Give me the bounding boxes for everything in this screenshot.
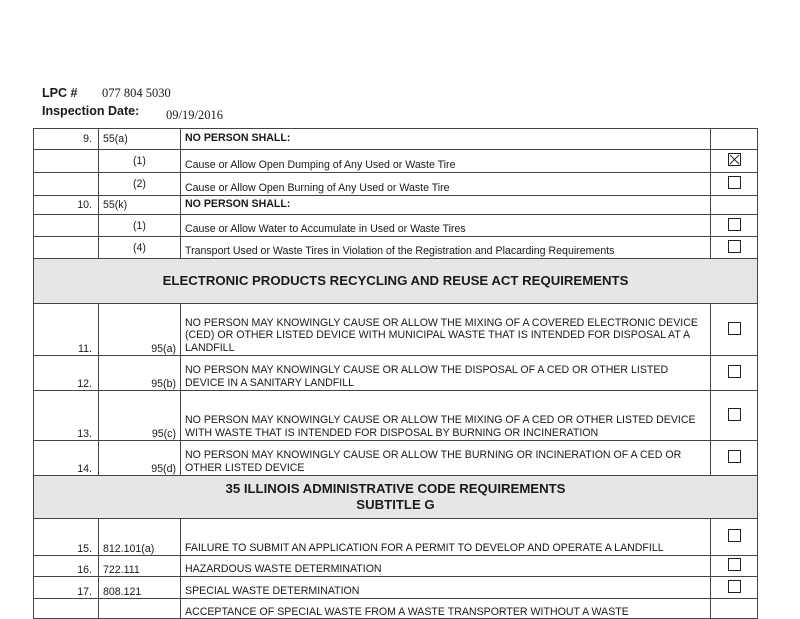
subitem-ref: (4) — [99, 237, 181, 259]
section-ref: 95(b) — [99, 356, 181, 391]
item-number: 15. — [34, 519, 99, 556]
table-row — [34, 519, 758, 556]
empty-cell — [34, 599, 99, 619]
checkbox[interactable] — [728, 450, 741, 463]
checkbox-cell — [711, 215, 758, 237]
empty-cell — [711, 599, 758, 619]
section-ref: 55(k) — [99, 196, 181, 215]
inspection-date-line — [42, 104, 223, 122]
table-row — [34, 215, 758, 237]
checkbox-cell — [711, 441, 758, 476]
checkbox[interactable] — [728, 176, 741, 189]
item-text: SPECIAL WASTE DETERMINATION — [181, 577, 711, 599]
section-ref: 55(a) — [99, 129, 181, 150]
subitem-ref: (1) — [99, 150, 181, 173]
empty-cell — [99, 599, 181, 619]
item-text: NO PERSON MAY KNOWINGLY CAUSE OR ALLOW THE MIXING OF A CED OR OTHER LISTED DEVICE WITH WASTE THAT IS INTENDED FOR DISPOSAL BY BURNING OR INCINERATION — [181, 391, 711, 441]
lpc-value: 077 804 5030 — [102, 86, 171, 100]
subitem-ref: (2) — [99, 173, 181, 196]
checkbox-cell — [711, 391, 758, 441]
item-number: 9. — [34, 129, 99, 150]
empty-cell — [34, 173, 99, 196]
item-text: FAILURE TO SUBMIT AN APPLICATION FOR A PERMIT TO DEVELOP AND OPERATE A LANDFILL — [181, 519, 711, 556]
item-number: 11. — [34, 304, 99, 356]
checkbox-cell — [711, 196, 758, 215]
table-row — [34, 391, 758, 441]
section-ref: 722.111 — [99, 556, 181, 577]
inspection-date-value: 09/19/2016 — [166, 108, 223, 122]
section-ref: 808.121 — [99, 577, 181, 599]
item-number: 10. — [34, 196, 99, 215]
banner-title-line2: SUBTITLE G — [356, 497, 435, 512]
item-text: Cause or Allow Open Dumping of Any Used or Waste Tire — [181, 150, 711, 173]
banner-title: ELECTRONIC PRODUCTS RECYCLING AND REUSE ACT REQUIREMENTS — [34, 259, 758, 304]
checkbox-cell — [711, 556, 758, 577]
item-text: NO PERSON SHALL: — [181, 196, 711, 215]
lpc-label: LPC # — [42, 86, 78, 100]
banner-title — [34, 476, 758, 519]
table-row — [34, 173, 758, 196]
item-text: NO PERSON MAY KNOWINGLY CAUSE OR ALLOW THE BURNING OR INCINERATION OF A CED OR OTHER LISTED DEVICE — [181, 441, 711, 476]
checkbox[interactable] — [728, 322, 741, 335]
section-ref: 95(d) — [99, 441, 181, 476]
checkbox-cell — [711, 129, 758, 150]
checkbox[interactable] — [728, 240, 741, 253]
table-row-partial — [34, 599, 758, 619]
item-text: Transport Used or Waste Tires in Violation of the Registration and Placarding Requirements — [181, 237, 711, 259]
item-text: NO PERSON MAY KNOWINGLY CAUSE OR ALLOW THE DISPOSAL OF A CED OR OTHER LISTED DEVICE IN A SANITARY LANDFILL — [181, 356, 711, 391]
section-banner — [34, 259, 758, 304]
checkbox-cell — [711, 304, 758, 356]
subitem-ref: (1) — [99, 215, 181, 237]
checkbox[interactable] — [728, 365, 741, 378]
item-text: HAZARDOUS WASTE DETERMINATION — [181, 556, 711, 577]
inspection-date-label: Inspection Date: — [42, 104, 140, 118]
empty-cell — [34, 215, 99, 237]
item-number: 16. — [34, 556, 99, 577]
item-text: NO PERSON SHALL: — [181, 129, 711, 150]
section-ref: 95(c) — [99, 391, 181, 441]
item-text: NO PERSON MAY KNOWINGLY CAUSE OR ALLOW THE MIXING OF A COVERED ELECTRONIC DEVICE (CED) OR OTHER LISTED DEVICE WITH MUNICIPAL WASTE THAT IS INTENDED FOR DISPOSAL AT A LANDFILL — [181, 304, 711, 356]
checkbox[interactable] — [728, 580, 741, 593]
section-banner — [34, 476, 758, 519]
table-row — [34, 237, 758, 259]
checkbox-cell — [711, 356, 758, 391]
item-number: 12. — [34, 356, 99, 391]
table-row — [34, 356, 758, 391]
item-number: 17. — [34, 577, 99, 599]
item-text: Cause or Allow Water to Accumulate in Used or Waste Tires — [181, 215, 711, 237]
checkbox[interactable] — [728, 529, 741, 542]
item-text: Cause or Allow Open Burning of Any Used or Waste Tire — [181, 173, 711, 196]
checkbox[interactable] — [728, 558, 741, 571]
checklist-table — [33, 128, 758, 619]
checked-checkbox[interactable] — [728, 153, 741, 166]
checkbox[interactable] — [728, 408, 741, 421]
banner-title-line1: 35 ILLINOIS ADMINISTRATIVE CODE REQUIREMENTS — [225, 481, 566, 496]
table-row — [34, 129, 758, 150]
item-number: 14. — [34, 441, 99, 476]
section-ref: 95(a) — [99, 304, 181, 356]
lpc-line — [42, 86, 171, 100]
table-row — [34, 196, 758, 215]
checkbox-cell — [711, 237, 758, 259]
checkbox[interactable] — [728, 218, 741, 231]
table-row — [34, 150, 758, 173]
checkbox-cell — [711, 173, 758, 196]
checkbox-cell — [711, 519, 758, 556]
item-text: ACCEPTANCE OF SPECIAL WASTE FROM A WASTE TRANSPORTER WITHOUT A WASTE — [181, 599, 711, 619]
table-row — [34, 556, 758, 577]
checkbox-cell — [711, 577, 758, 599]
item-number: 13. — [34, 391, 99, 441]
empty-cell — [34, 150, 99, 173]
table-row — [34, 441, 758, 476]
table-row — [34, 304, 758, 356]
section-ref: 812.101(a) — [99, 519, 181, 556]
empty-cell — [34, 237, 99, 259]
checkbox-cell — [711, 150, 758, 173]
table-row — [34, 577, 758, 599]
